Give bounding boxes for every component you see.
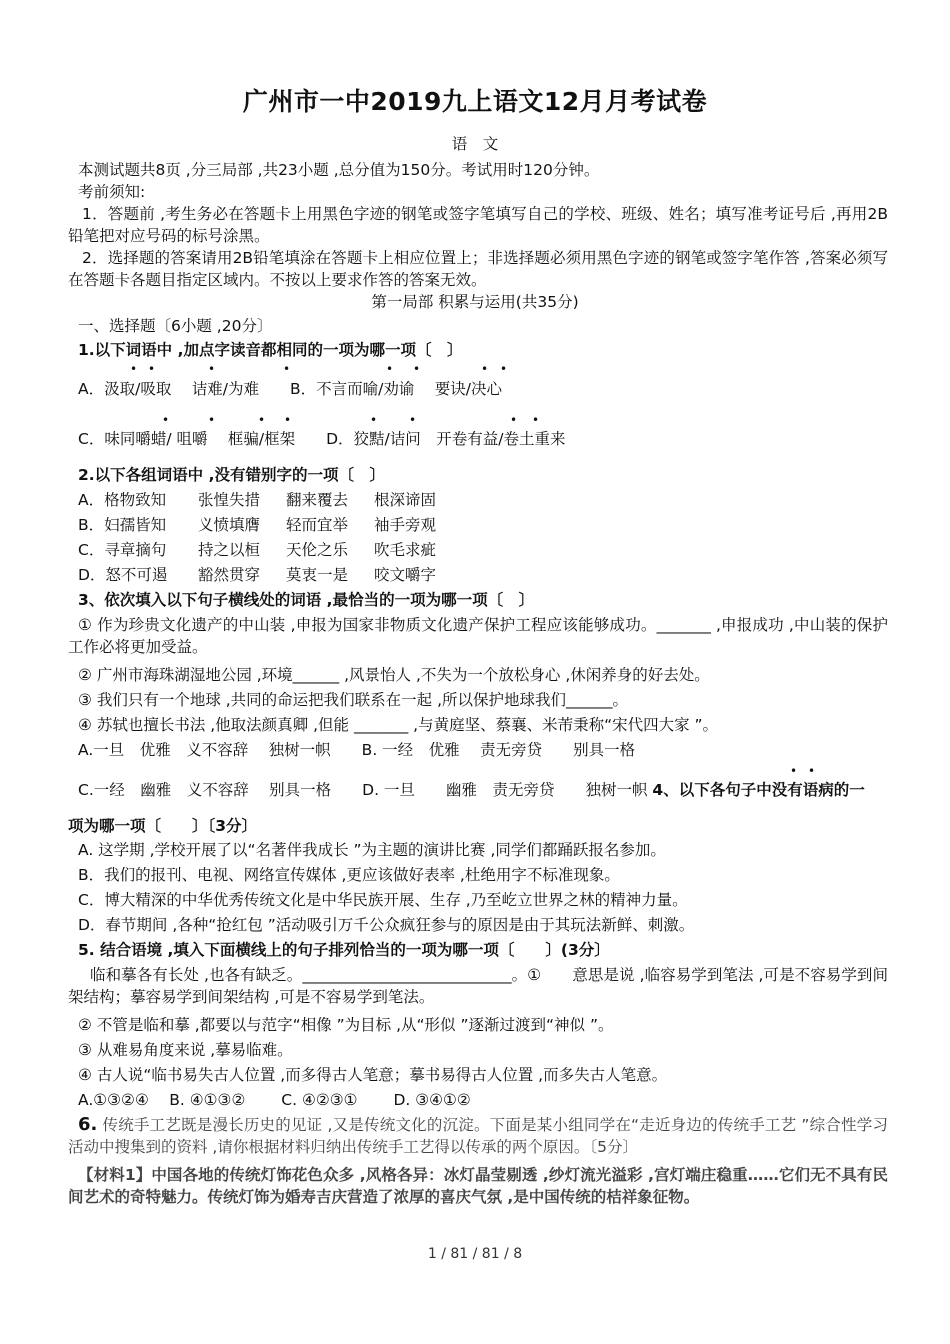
q2-option-b: B．妇孺皆知 义愤填膺 轻而宜举 袖手旁观 [78,516,437,534]
q5-sentence-4: ④ 古人说“临书易失古人位置 ,而多得古人笔意；摹书易得古人位置 ,而多失古人笔意。 [78,1066,668,1084]
notice-heading: 考前须知: [78,183,146,201]
q1-stem: 1.以下词语中 ,加点字读音都相同的一项为哪一项〔 〕 [78,341,463,359]
q6-number: 6. [78,1114,98,1135]
q3-options-ab: A.一旦 优雅 义不容辞 独树一帜 B. 一经 优雅 责无旁贷 别具一格 [78,741,636,759]
notice-item-1: 1．答题前 ,考生务必在答题卡上用黑色字迹的钢笔或签字笔填写自己的学校、班级、姓名；填写准考证号后 ,再用2B铅笔把对应号码的标号涂黑。 [68,205,888,245]
q2-option-d: D．怒不可遏 豁然贯穿 莫衷一是 咬文嚼字 [78,566,437,584]
part1-heading: 第一局部 积累与运用(共35分) [371,293,579,311]
q2-option-a: A．格物致知 张惶失措 翻来覆去 根深谛固 [78,491,437,509]
q4-stem: 项为哪一项〔 〕〔3分〕 [68,817,258,835]
q3-sentence-3: ③ 我们只有一个地球 ,共同的命运把我们联系在一起 ,所以保护地球我们______。 [78,691,629,709]
q5-sentence-3: ③ 从难易角度来说 ,摹易临难。 [78,1041,293,1059]
q5-stem: 5. 结合语境 ,填入下面横线上的句子排列恰当的一项为哪一项〔 〕(3分〕 [78,941,610,959]
q6-material-1: 【材料1】中国各地的传统灯饰花色众多 ,风格各异：冰灯晶莹剔透 ,纱灯流光溢彩 ,宫灯端庄稳重……它们无不具有民间艺术的奇特魅力。传统灯饰为婚寿吉庆营造了浓厚的喜庆气氛 ,是中国传统的桔祥象征物。 [68,1166,888,1206]
q3-sentence-2: ② 广州市海珠湖湿地公园 ,环境______ ,风景怡人 ,不失为一个放松身心 ,休闲养身的好去处。 [78,666,710,684]
exam-title: 广州市一中2019九上语文12月月考试卷 [242,87,708,116]
exam-page: 广州市一中2019九上语文12月月考试卷 语 文 本测试题共8页 ,分三局部 ,共23小题 ,总分值为150分。考试用时120分钟。 考前须知: 1．答题前 ,考生务必在答题卡上用黑色字迹的钢笔或签字笔填写自己的学校、班级、姓名；填写准考证号后 ,再用2B铅笔把对应号码的标号涂黑。 2．选择题的答案请用2B铅笔填涂在答题卡上相应位置上；非选择题必须用黑色字迹的钢笔或签字笔作答 ,答案必须写在答题卡各题目指定区域内。不按以上要求作答的答案无效。 第一局部 积累与运用(共35分) 一、选择题〔6小题 ,20分〕 1.以下词语中 ,加点字读音都相同的一项为哪一项〔 〕 • • • • • • • • A．汲取/吸取 诘难/为难 B．不言而喻/劝谕 要诀/决心 • • • • • • • • C．味同嚼蜡/ 咀嚼 框骗/框架 D．狡黠/诘问 开卷有益/卷土重来 2.以下各组词语中 ,没有错别字的一项〔 〕 A．格物致知 张惶失措 翻来覆去 根深谛固 B．妇孺皆知 义愤填膺 轻而宜举 袖手旁观 C．寻章摘句 持之以桓 天伦之乐 吹毛求疵 D．怒不可遏 豁然贯穿 莫衷一是 咬文嚼字 3、依次填入以下句子横线处的词语 ,最恰当的一项为哪一项〔 〕 ① 作为珍贵文化遗产的中山装 ,申报为国家非物质文化遗产保护工程应该能够成功。_______ ,申报成功 ,中山装的保护工作必将更加受益。 ② 广州市海珠湖湿地公园 ,环境______ ,风景怡人 ,不失为一个放松身心 ,休闲养身的好去处。 ③ 我们只有一个地球 ,共同的命运把我们联系在一起 ,所以保护地球我们______。 ④ 苏轼也擅长书法 ,他取法颜真卿 ,但能 _______ ,与黄庭坚、蔡襄、米芾秉称“宋代四大家 ”。 A.一旦 优雅 义不容辞 独树一帜 B. 一经 优雅 责无旁贷 别具一格 • • C.一经 幽雅 义不容辞 别具一格 D. 一旦 幽雅 责无旁贷 独树一帜 4、以下各句子中没有语病的一 项为哪一项〔 〕〔3分〕 A. 这学期 ,学校开展了以“名著伴我成长 ”为主题的演讲比赛 ,同学们都踊跃报名参加。 B．我们的报刊、电视、网络宣传媒体 ,更应该做好表率 ,杜绝用字不标准现象。 C．博大精深的中华优秀传统文化是中华民族开展、生存 ,乃至屹立世界之林的精神力量。 D．春节期间 ,各种“抢红包 ”活动吸引万千公众疯狂参与的原因是由于其玩法新鲜、刺激。 5. 结合语境 ,填入下面横线上的句子排列恰当的一项为哪一项〔 〕(3分〕 临和摹各有长处 ,也各有缺乏。___________________________。① 意思是说 ,临容易学到笔法 ,可是不容易学到间架结构；摹容易学到间架结构 ,可是不容易学到笔法。 ② 不管是临和摹 ,都要以与范字“相像 ”为目标 ,从“形似 ”逐渐过渡到“神似 ”。 ③ 从难易角度来说 ,摹易临难。 ④ 古人说“临书易失古人位置 ,而多得古人笔意；摹书易得古人位置 ,而多失古人笔意。 A.①③②④ B. ④①③② C. ④②③① D. ③④①② 6. 传统手工艺既是漫长历史的见证 ,又是传统文化的沉淀。下面是某小组同学在“走近身边的传统手工艺 ”综合性学习活动中搜集到的资料 ,请你根据材料归纳出传统手工艺得以传承的两个原因。〔5分〕 【材料1】中国各地的传统灯饰花色众多 ,风格各异：冰灯晶莹剔透 ,纱灯流光溢彩 ,宫灯端庄稳重……它们无不具有民间艺术的奇特魅力。传统灯饰为婚寿吉庆营造了浓厚的喜庆气氛 ,是中国传统的桔祥象征物。 1 / 81 / 81 / 8 [0,0,950,1344]
intro-line: 本测试题共8页 ,分三局部 ,共23小题 ,总分值为150分。考试用时120分钟。 [78,161,600,179]
q3-sentence-1: ① 作为珍贵文化遗产的中山装 ,申报为国家非物质文化遗产保护工程应该能够成功。_______ ,申报成功 ,中山装的保护工作必将更加受益。 [68,616,888,656]
q5-options: A.①③②④ B. ④①③② C. ④②③① D. ③④①② [78,1091,471,1109]
q5-sentence-2: ② 不管是临和摹 ,都要以与范字“相像 ”为目标 ,从“形似 ”逐渐过渡到“神似 ”。 [78,1016,614,1034]
q6-question [68,1114,888,1158]
q5-context: 临和摹各有长处 ,也各有缺乏。___________________________。① 意思是说 ,临容易学到笔法 ,可是不容易学到间架结构；摹容易学到间架结构 ,可是不容易学到笔法。 [68,966,888,1006]
subject-label: 语 文 [451,135,499,153]
q3-sentence-4: ④ 苏轼也擅长书法 ,他取法颜真卿 ,但能 _______ ,与黄庭坚、蔡襄、米芾秉称“宋代四大家 ”。 [78,716,719,734]
section1-heading: 一、选择题〔6小题 ,20分〕 [78,317,273,335]
notice-item-2: 2．选择题的答案请用2B铅笔填涂在答题卡上相应位置上；非选择题必须用黑色字迹的钢笔或签字笔作答 ,答案必须写在答题卡各题目指定区域内。不按以上要求作答的答案无效。 [68,249,888,289]
q4-option-b: B．我们的报刊、电视、网络宣传媒体 ,更应该做好表率 ,杜绝用字不标准现象。 [78,866,620,884]
page-number: 1 / 81 / 81 / 8 [427,1246,523,1262]
q6-stem: 传统手工艺既是漫长历史的见证 ,又是传统文化的沉淀。下面是某小组同学在“走近身边的传统手工艺 ”综合性学习活动中搜集到的资料 ,请你根据材料归纳出传统手工艺得以传承的两个原因。〔5分〕 [68,1116,888,1156]
q4-stem-start: 4、以下各句子中没有语病的一 [652,781,865,799]
q2-option-c: C．寻章摘句 持之以桓 天伦之乐 吹毛求疵 [78,541,437,559]
q2-stem: 2.以下各组词语中 ,没有错别字的一项〔 〕 [78,466,385,484]
q4-option-a: A. 这学期 ,学校开展了以“名著伴我成长 ”为主题的演讲比赛 ,同学们都踊跃报名参加。 [78,841,666,859]
q1-options-cd: C．味同嚼蜡/ 咀嚼 框骗/框架 D．狡黠/诘问 开卷有益/卷土重来 [78,430,566,448]
q3-options-cd-line [78,779,865,801]
q3-options-cd: C.一经 幽雅 义不容辞 别具一格 D. 一旦 幽雅 责无旁贷 独树一帜 [78,781,648,799]
q4-option-c: C．博大精深的中华优秀传统文化是中华民族开展、生存 ,乃至屹立世界之林的精神力量。 [78,891,688,909]
q3-stem: 3、依次填入以下句子横线处的词语 ,最恰当的一项为哪一项〔 〕 [78,591,535,609]
q1-options-ab: A．汲取/吸取 诘难/为难 B．不言而喻/劝谕 要诀/决心 [78,380,502,398]
q4-option-d: D．春节期间 ,各种“抢红包 ”活动吸引万千公众疯狂参与的原因是由于其玩法新鲜、刺激。 [78,916,695,934]
